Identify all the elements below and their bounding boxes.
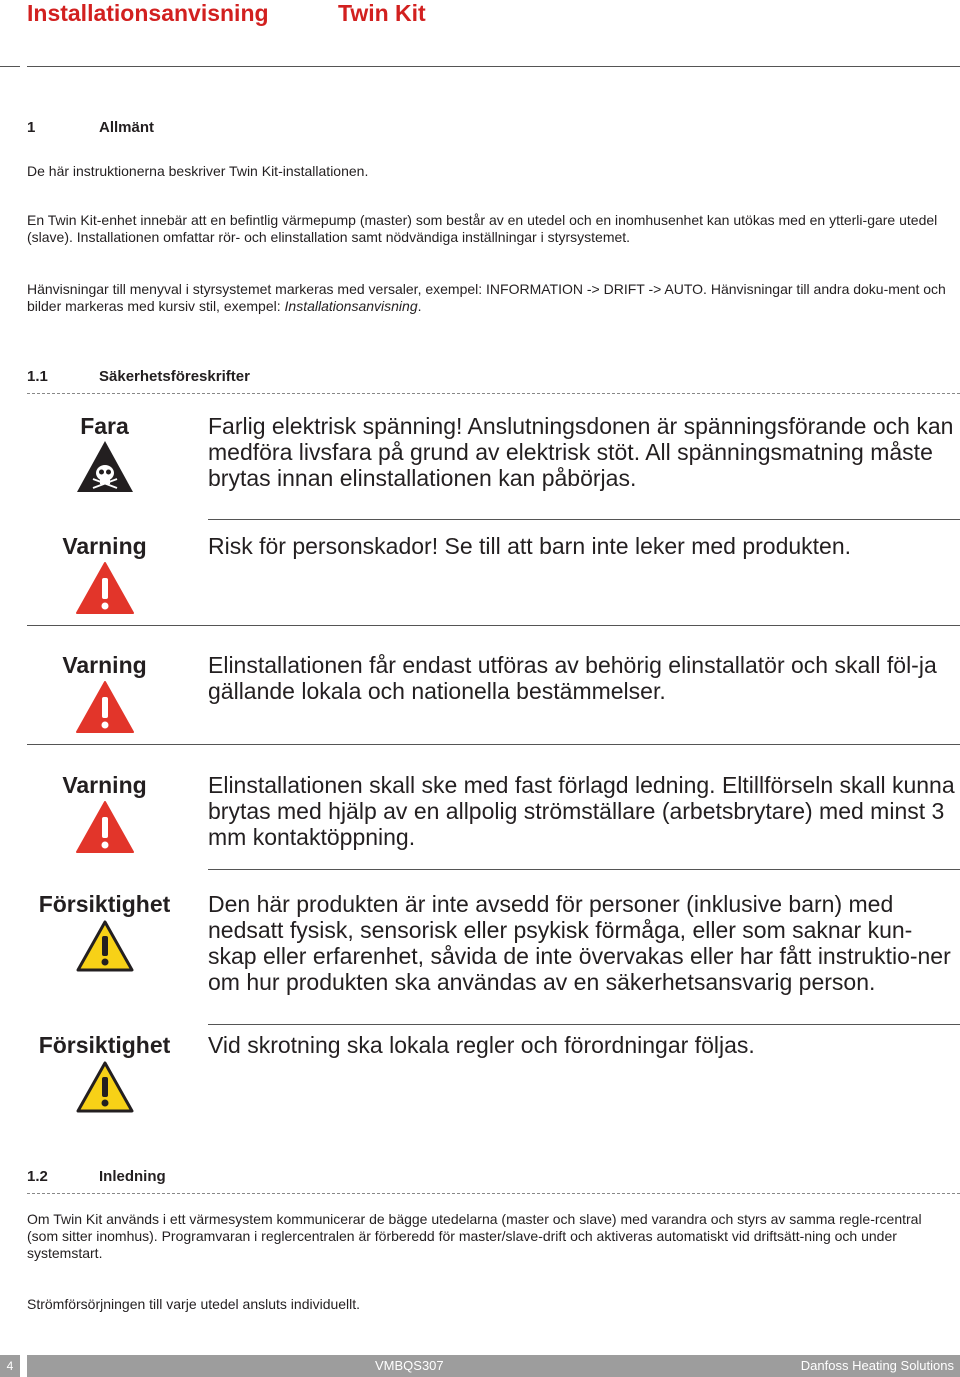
- caution-yellow-icon: [75, 919, 135, 978]
- row-separator: [208, 1024, 960, 1025]
- safety-text: Elinstallationen får endast utföras av behörig elinstallatör och skall föl-ja gällande lokala och nationella bestämmelser.: [208, 652, 937, 704]
- product-name: Twin Kit: [338, 0, 426, 26]
- header-rule: [27, 66, 960, 67]
- brand-name: Danfoss Heating Solutions: [800, 1358, 954, 1373]
- safety-label: Försiktighet: [38, 1032, 171, 1058]
- row-separator: [27, 744, 960, 745]
- document-code: VMBQS307: [375, 1358, 444, 1373]
- references-italic-example: Installationsanvisning: [284, 298, 418, 314]
- section-title: Allmänt: [99, 119, 155, 136]
- document-title: Installationsanvisning: [27, 0, 269, 26]
- row-separator: [208, 519, 960, 520]
- safety-label: Varning: [62, 652, 147, 678]
- paragraph-power-supply: Strömförsörjningen till varje utedel ansluts individuellt.: [27, 1296, 361, 1312]
- safety-text: Elinstallationen skall ske med fast förlagd ledning. Eltillförseln skall kunna brytas med hjälp av en allpolig strömställare (arbetsbrytare) med minst 3 mm kontaktöppning.: [208, 772, 955, 850]
- skull-warning-icon: [75, 439, 135, 499]
- footer-bar: [27, 1355, 960, 1377]
- section-1-heading: [27, 119, 154, 136]
- section-1-1-heading: [27, 368, 250, 385]
- warning-red-icon: [75, 800, 135, 859]
- references-text: Hänvisningar till menyval i styrsystemet markeras med versaler, exempel: INFORMATION -> DRIFT -> AUTO. Hänvisningar till andra doku-ment och bilder markeras med kursiv stil, exempel:: [27, 281, 946, 314]
- section-1-2-heading: [27, 1168, 166, 1185]
- section-number: 1: [27, 119, 36, 136]
- safety-text: Den här produkten är inte avsedd för personer (inklusive barn) med nedsatt fysisk, sensorisk eller psykisk förmåga, eller som saknar kun-skap eller erfarenhet, såvida de inte övervakas eller har fått instruktio-ner om hur produkten ska användas av en säkerhetsansvarig person.: [208, 891, 951, 995]
- page-number: 4: [0, 1355, 20, 1377]
- safety-text: Risk för personskador! Se till att barn inte leker med produkten.: [208, 533, 852, 559]
- safety-text: Farlig elektrisk spänning! Anslutningsdonen är spänningsförande och kan medföra livsfara på grund av elektrisk stöt. All spänningsmatning måste brytas innan elinstallationen kan påbörjas.: [208, 413, 954, 491]
- paragraph-twin-kit: En Twin Kit-enhet innebär att en befintlig värmepump (master) som består av en utedel och en inomhusenhet kan utökas med en ytterli-gare utedel (slave). Installationen omfattar rör- och elinstallation samt nödvändiga inställningar i styrsystemet.: [27, 212, 938, 245]
- paragraph-inledning: Om Twin Kit används i ett värmesystem kommunicerar de bägge utedelarna (master och slave) med varandra och styrs av samma regle-rcentral (som sitter inomhus). Programvaran i reglercentralen är förberedd för master/slave-drift och aktiveras automatiskt vid driftsätt-ning och under systemstart.: [27, 1211, 922, 1261]
- paragraph-references: [27, 281, 954, 315]
- caution-yellow-icon: [75, 1060, 135, 1119]
- safety-label: Varning: [62, 772, 147, 798]
- section-title: Inledning: [99, 1168, 166, 1185]
- safety-label: Fara: [80, 413, 129, 439]
- safety-text: Vid skrotning ska lokala regler och förordningar följas.: [208, 1032, 755, 1058]
- safety-label: Försiktighet: [38, 891, 171, 917]
- references-end: .: [417, 298, 422, 314]
- section-dashed-rule: [27, 1193, 960, 1194]
- row-separator: [27, 625, 960, 626]
- page-footer: [0, 1355, 960, 1377]
- section-dashed-rule: [27, 393, 960, 394]
- section-number: 1.2: [27, 1168, 48, 1185]
- safety-label: Varning: [62, 533, 147, 559]
- header-rule-short: [0, 66, 20, 67]
- page-header: [0, 0, 960, 70]
- warning-red-icon: [75, 561, 135, 620]
- warning-red-icon: [75, 680, 135, 739]
- row-separator: [208, 869, 960, 870]
- section-title: Säkerhetsföreskrifter: [99, 368, 250, 385]
- section-number: 1.1: [27, 368, 48, 385]
- paragraph-intro: De här instruktionerna beskriver Twin Kit-installationen.: [27, 163, 369, 179]
